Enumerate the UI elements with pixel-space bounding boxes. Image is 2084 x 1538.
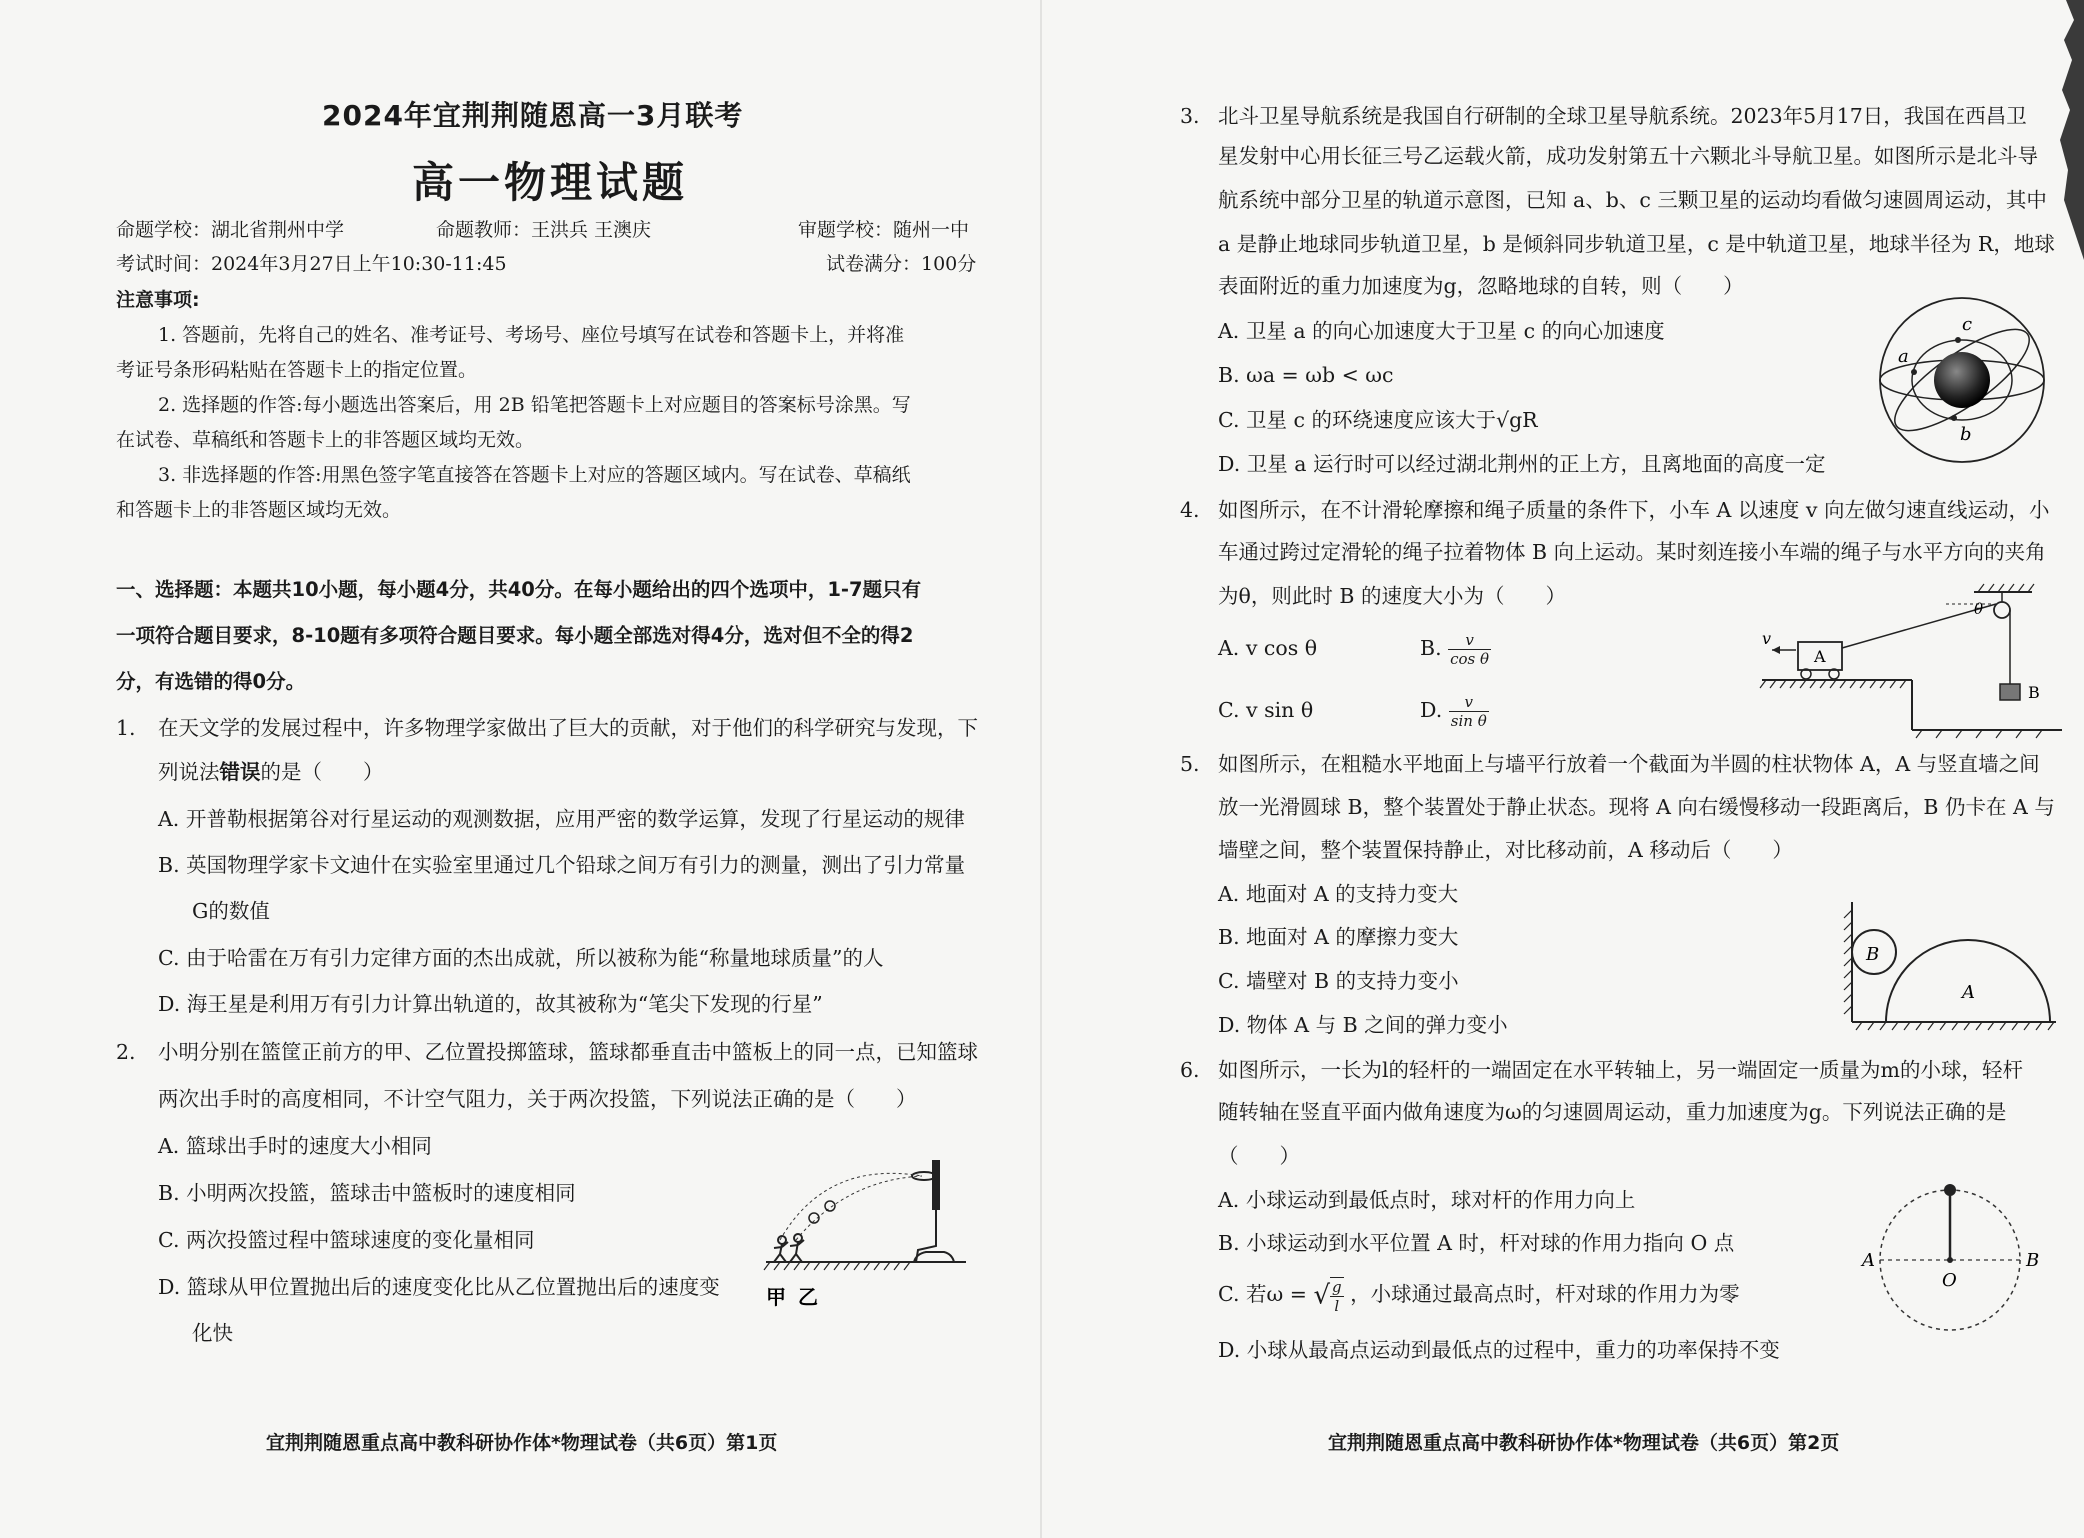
q1-stem-2b: 错误 <box>219 760 261 784</box>
fig-semicircle-A: A <box>1962 982 1975 1003</box>
q3-option-b: B. ωa = ωb < ωc <box>1218 363 1394 387</box>
page-right <box>1042 0 2084 1538</box>
note-1-line-2: 考证号条形码粘贴在答题卡上的指定位置。 <box>116 359 478 381</box>
fig-sat-c: c <box>1962 314 1973 335</box>
q3-option-d: D. 卫星 a 运行时可以经过湖北荆州的正上方，且离地面的高度一定 <box>1218 452 1826 476</box>
review-label: 审题学校：随州一中 <box>798 219 970 241</box>
exam-title: 2024年宜荆荆随恩高一3月联考 <box>322 99 744 132</box>
q2-number: 2. <box>116 1040 136 1064</box>
note-1-line-1: 1. 答题前，先将自己的姓名、准考证号、考场号、座位号填写在试卷和答题卡上，并将准 <box>158 324 905 346</box>
q1-option-d: D. 海王星是利用万有引力计算出轨道的，故其被称为“笔尖下发现的行星” <box>158 992 823 1016</box>
footer-right: 宜荆荆随恩重点高中教科研协作体*物理试卷（共6页）第2页 <box>1328 1432 1840 1454</box>
q4-option-b <box>1420 626 1491 670</box>
q6-stem-3: （ ） <box>1218 1144 1300 1168</box>
q2-stem-1: 小明分别在篮筐正前方的甲、乙位置投掷篮球，篮球都垂直击中篮板上的同一点，已知篮球 <box>158 1040 978 1064</box>
q3-stem-3: 航系统中部分卫星的轨道示意图，已知 a、b、c 三颗卫星的运动均看做匀速圆周运动，其中 <box>1218 188 2047 212</box>
note-3-line-2: 和答题卡上的非答题区域均无效。 <box>116 499 402 521</box>
fig-cart-A: A <box>1814 647 1826 666</box>
q2-stem-2: 两次出手时的高度相同，不计空气阻力，关于两次投篮，下列说法正确的是（ ） <box>158 1087 917 1111</box>
q2-option-d-2: 化快 <box>192 1321 233 1345</box>
q5-option-b: B. 地面对 A 的摩擦力变大 <box>1218 925 1459 949</box>
q4-option-d <box>1420 688 1489 732</box>
score-label: 试卷满分：100分 <box>826 253 977 275</box>
q4-stem-2: 车通过跨过定滑轮的绳子拉着物体 B 向上运动。某时刻连接小车端的绳子与水平方向的夹角 <box>1218 540 2046 564</box>
sqrt-sign: √ <box>1313 1280 1331 1311</box>
semicircle-wall-figure <box>1802 898 2062 1032</box>
time-label: 考试时间：2024年3月27日上午10:30-11:45 <box>116 253 507 275</box>
subject-title: 高一物理试题 <box>412 158 689 207</box>
q6-c-fraction <box>1330 1277 1344 1315</box>
q6-option-c <box>1218 1272 1740 1318</box>
fig-ball-B: B <box>1866 944 1880 965</box>
q1-stem-2c: 的是（ ） <box>260 760 384 784</box>
section1-line-1: 一、选择题：本题共10小题，每小题4分，共40分。在每小题给出的四个选项中，1-7题只有 <box>116 578 922 601</box>
teacher-label: 命题教师：王洪兵 王澳庆 <box>436 219 652 241</box>
q5-stem-1: 如图所示，在粗糙水平地面上与墙平行放着一个截面为半圆的柱状物体 A，A 与竖直墙之间 <box>1218 752 2040 776</box>
q4-d-num: v <box>1449 693 1489 712</box>
q6-stem-1: 如图所示，一长为l的轻杆的一端固定在水平转轴上，另一端固定一质量为m的小球，轻杆 <box>1218 1058 2023 1082</box>
fig-point-B: B <box>2026 1250 2040 1271</box>
fig-point-A: A <box>1862 1250 1875 1271</box>
q4-b-den: cos θ <box>1450 650 1490 668</box>
q1-option-c: C. 由于哈雷在万有引力定律方面的杰出成就，所以被称为能“称量地球质量”的人 <box>158 946 884 970</box>
q6-option-d: D. 小球从最高点运动到最低点的过程中，重力的功率保持不变 <box>1218 1338 1780 1362</box>
q6-number: 6. <box>1180 1058 1200 1082</box>
q6-option-c-pre: C. 若ω = <box>1218 1282 1307 1306</box>
basketball-figure <box>756 1150 976 1310</box>
q4-option-c: C. v sin θ <box>1218 698 1314 722</box>
q4-stem-3: 为θ，则此时 B 的速度大小为（ ） <box>1218 584 1566 608</box>
q2-option-b: B. 小明两次投篮，篮球击中篮板时的速度相同 <box>158 1181 576 1205</box>
q1-stem-2 <box>158 750 384 794</box>
q1-option-b-2: G的数值 <box>192 899 270 923</box>
q1-number: 1. <box>116 716 136 740</box>
satellite-orbit-figure <box>1862 290 2062 470</box>
q4-option-b-label: B. <box>1420 636 1442 660</box>
q4-number: 4. <box>1180 498 1200 522</box>
q5-stem-2: 放一光滑圆球 B，整个装置处于静止状态。现将 A 向右缓慢移动一段距离后，B 仍卡在 A 与 <box>1218 795 2055 819</box>
fig-angle-theta: θ <box>1974 600 1984 618</box>
q3-option-c: C. 卫星 c 的环绕速度应该大于√gR <box>1218 408 1538 432</box>
note-3-line-1: 3. 非选择题的作答:用黑色签字笔直接答在答题卡上对应的答题区域内。写在试卷、草稿纸 <box>158 464 911 486</box>
q4-d-den: sin θ <box>1450 712 1487 730</box>
q6-option-b: B. 小球运动到水平位置 A 时，杆对球的作用力指向 O 点 <box>1218 1231 1735 1255</box>
school-label: 命题学校：湖北省荆州中学 <box>116 219 345 241</box>
q3-stem-1: 北斗卫星导航系统是我国自行研制的全球卫星导航系统。2023年5月17日，我国在西昌卫 <box>1218 104 2027 128</box>
fig-block-B: B <box>2028 683 2040 702</box>
q4-b-num: v <box>1448 631 1491 650</box>
q5-option-a: A. 地面对 A 的支持力变大 <box>1218 882 1459 906</box>
q1-option-a: A. 开普勒根据第谷对行星运动的观测数据，应用严密的数学运算，发现了行星运动的规律 <box>158 807 965 831</box>
q3-option-a: A. 卫星 a 的向心加速度大于卫星 c 的向心加速度 <box>1218 319 1665 343</box>
q4-option-a: A. v cos θ <box>1218 636 1318 660</box>
q6-option-a: A. 小球运动到最低点时，球对杆的作用力向上 <box>1218 1188 1636 1212</box>
q6-option-c-post: ，小球通过最高点时，杆对球的作用力为零 <box>1350 1282 1740 1306</box>
q4-option-d-label: D. <box>1420 698 1443 722</box>
q5-option-c: C. 墙壁对 B 的支持力变小 <box>1218 969 1459 993</box>
note-2-line-1: 2. 选择题的作答:每小题选出答案后，用 2B 铅笔把答题卡上对应题目的答案标号涂黑。写 <box>158 394 911 416</box>
fig-sat-b: b <box>1960 424 1972 445</box>
q5-stem-3: 墙壁之间，整个装置保持静止，对比移动前，A 移动后（ ） <box>1218 838 1793 862</box>
note-2-line-2: 在试卷、草稿纸和答题卡上的非答题区域均无效。 <box>116 429 535 451</box>
pulley-cart-figure <box>1742 580 2072 740</box>
q6-stem-2: 随转轴在竖直平面内做角速度为ω的匀速圆周运动，重力加速度为g。下列说法正确的是 <box>1218 1100 2007 1124</box>
fig-sat-a: a <box>1898 346 1909 367</box>
q3-stem-2: 星发射中心用长征三号乙运载火箭，成功发射第五十六颗北斗导航卫星。如图所示是北斗导 <box>1218 144 2038 168</box>
q1-stem-2a: 列说法 <box>158 760 220 784</box>
q3-stem-4: a 是静止地球同步轨道卫星，b 是倾斜同步轨道卫星，c 是中轨道卫星，地球半径为 R，地球 <box>1218 232 2055 256</box>
q2-option-c: C. 两次投篮过程中篮球速度的变化量相同 <box>158 1228 535 1252</box>
section1-line-2: 一项符合题目要求，8-10题有多项符合题目要求。每小题全部选对得4分，选对但不全的得2 <box>116 624 914 647</box>
q3-stem-5: 表面附近的重力加速度为g，忽略地球的自转，则（ ） <box>1218 274 1744 298</box>
q2-option-a: A. 篮球出手时的速度大小相同 <box>158 1134 432 1158</box>
q4-option-b-fraction <box>1448 631 1491 668</box>
q4-stem-1: 如图所示，在不计滑轮摩擦和绳子质量的条件下，小车 A 以速度 v 向左做匀速直线运动，小 <box>1218 498 2050 522</box>
q1-option-b-1: B. 英国物理学家卡文迪什在实验室里通过几个铅球之间万有引力的测量，测出了引力常量 <box>158 853 966 877</box>
q1-stem-1: 在天文学的发展过程中，许多物理学家做出了巨大的贡献，对于他们的科学研究与发现，下 <box>158 716 978 740</box>
q5-number: 5. <box>1180 752 1200 776</box>
q2-option-d-1: D. 篮球从甲位置抛出后的速度变化比从乙位置抛出后的速度变 <box>158 1275 720 1299</box>
notes-heading: 注意事项: <box>116 289 200 311</box>
q3-number: 3. <box>1180 104 1200 128</box>
rod-circle-figure <box>1802 1168 2052 1338</box>
section1-line-3: 分，有选错的得0分。 <box>116 670 306 693</box>
fig-label-jia: 甲 <box>766 1285 786 1309</box>
fig-velocity-v: v <box>1762 629 1772 648</box>
q5-option-d: D. 物体 A 与 B 之间的弹力变小 <box>1218 1013 1508 1037</box>
q4-option-d-fraction <box>1449 693 1489 730</box>
torn-edge-decoration <box>2044 0 2084 260</box>
q6-c-num: g <box>1332 1277 1342 1296</box>
page-left <box>0 0 1040 1538</box>
fig-point-O: O <box>1942 1270 1957 1291</box>
footer-left: 宜荆荆随恩重点高中教科研协作体*物理试卷（共6页）第1页 <box>266 1432 778 1454</box>
q6-c-den: l <box>1334 1296 1340 1315</box>
fig-label-yi: 乙 <box>798 1285 818 1309</box>
